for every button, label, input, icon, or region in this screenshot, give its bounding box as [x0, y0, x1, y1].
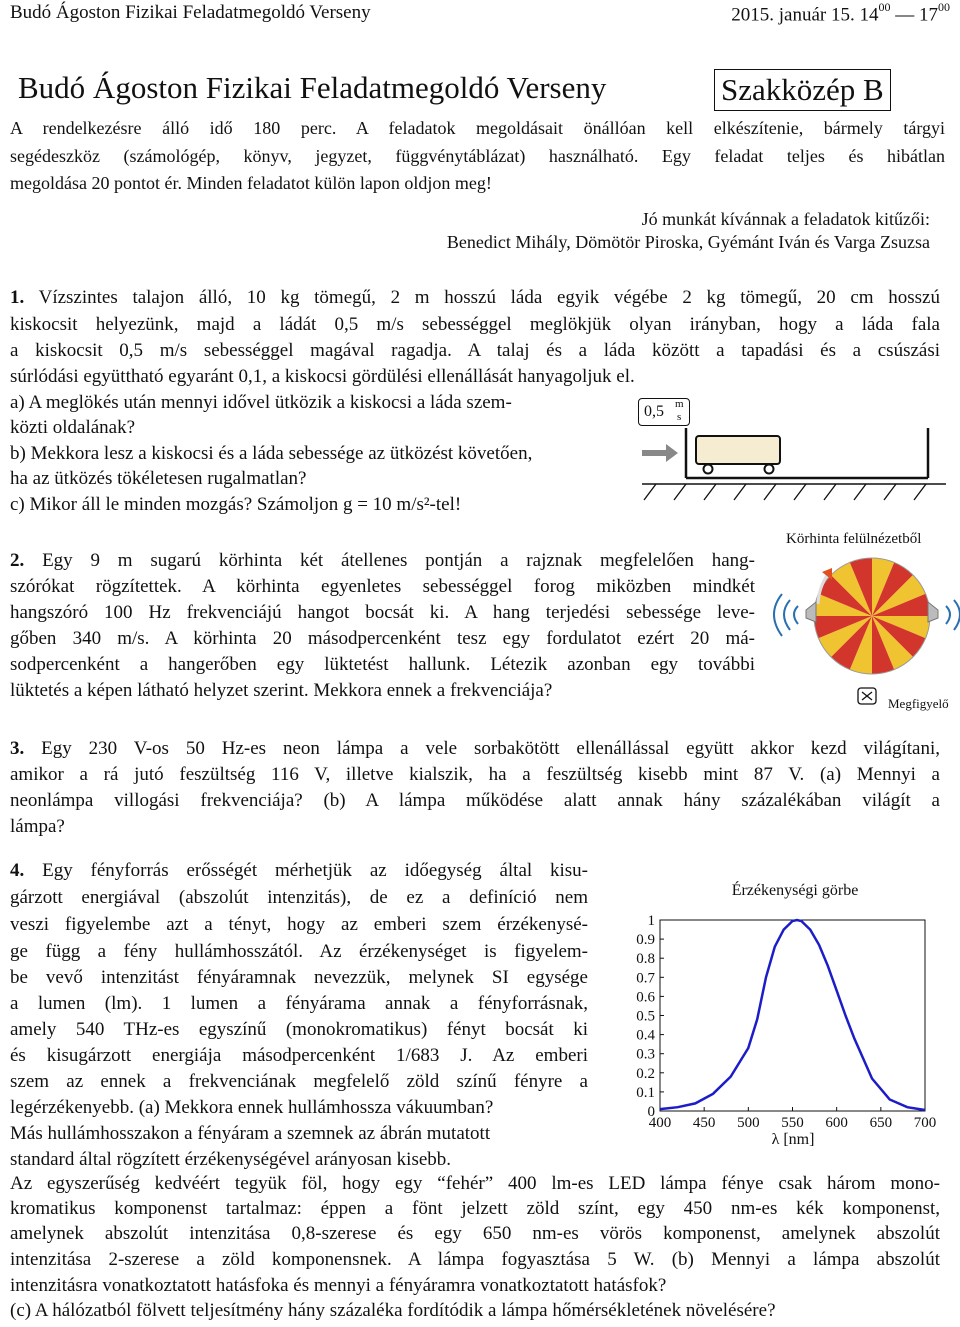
- header-date: 2015. január 15.: [731, 4, 855, 26]
- cart-wheel: [765, 465, 774, 474]
- problem1-line: súrlódási együttható egyaránt 0,1, a kiskocsi gördülési ellenállását hanyagoljuk el.: [10, 366, 635, 387]
- authors-line1: Jó munkát kívánnak a feladatok kitűzői:: [641, 209, 930, 229]
- problem4-number: 4.: [10, 860, 25, 881]
- problem1-line: a kiskocsit 0,5 m/s sebességgel magával ragadja. A talaj és a láda között a tapadási és a csúszási: [10, 340, 940, 361]
- problem2-line: szórókat rögzítettek. A körhinta egyenletes sebességgel forog miközben mindkét: [10, 576, 755, 597]
- speed-unit-numerator: m: [675, 398, 684, 410]
- problem3-line: neonlámpa villogási frekvenciája? (b) A lámpa működése alatt annak hány százalékában világít a: [10, 790, 940, 811]
- x-tick-label: 400: [648, 1115, 672, 1131]
- header-time-start-hour: 14: [859, 4, 879, 26]
- problem4-text: Egy fényforrás erősségét mérhetjük az időegység által kisu-: [42, 860, 588, 881]
- crate-figure: [630, 398, 950, 508]
- cart-body: [696, 436, 780, 464]
- problem4-line: amelynek abszolút intenzitása 0,8-szerese és egy 650 nm-es vörös komponenst, amelynek abszolút: [10, 1223, 940, 1244]
- problem1-text: Vízszintes talajon álló, 10 kg tömegű, 2 m hosszú láda egyik végébe 2 kg tömegű, 20 cm hosszú: [38, 287, 940, 308]
- y-tick-label: 0.3: [636, 1046, 655, 1063]
- y-tick-label: 1: [647, 913, 655, 929]
- y-tick-label: 0: [647, 1104, 655, 1120]
- problem4-line: szem az ennek a frekvenciának megfelelő zöld színű fényre a: [10, 1071, 588, 1092]
- push-arrow-icon: [642, 444, 678, 462]
- problem3-line: lámpa?: [10, 816, 65, 837]
- y-tick-label: 0.9: [636, 932, 655, 949]
- x-tick-label: 600: [825, 1115, 848, 1131]
- y-tick-label: 0.1: [636, 1084, 655, 1101]
- header-time-dash: —: [895, 4, 915, 26]
- intro-line: A rendelkezésre álló idő 180 perc. A feladatok megoldásait önállóan kell elkészítenie, bármely tárgyi: [10, 118, 945, 138]
- x-tick-label: 500: [737, 1115, 760, 1131]
- problem1-question-c: c) Mikor áll le minden mozgás? Számoljon g = 10 m/s²-tel!: [10, 494, 462, 515]
- sensitivity-chart: [625, 875, 955, 1165]
- header-time-start-minute: 00: [878, 0, 891, 14]
- chart-xlabel: λ [nm]: [771, 1131, 815, 1148]
- sensitivity-curve: [660, 920, 925, 1110]
- header-date-time: [731, 2, 950, 26]
- observer-marker-icon: [858, 688, 876, 704]
- intro-line: segédeszköz (számológép, könyv, jegyzet, függvénytáblázat) használható. Egy feladat teljes és hibátlan: [10, 146, 945, 166]
- problem3-line: [10, 738, 940, 760]
- problem4-line: a lumen (lm). 1 lumen a fényárama annak a fényforrásnak,: [10, 993, 588, 1014]
- x-tick-label: 700: [913, 1115, 937, 1131]
- problem4-line: Más hullámhosszakon a fényáram a szemnek az ábrán mutatott: [10, 1123, 491, 1144]
- problem1-question-a: a) A meglökés után mennyi idővel ütközik a kiskocsi a láda szem-: [10, 392, 512, 413]
- running-header: [10, 2, 950, 28]
- speaker-right-icon: [928, 594, 960, 636]
- problem4-line: és kisugárzott energiája másodpercenként 1/683 J. Az emberi: [10, 1045, 588, 1066]
- x-tick-label: 550: [781, 1115, 804, 1131]
- problem2-number: 2.: [10, 550, 25, 571]
- problem4-line: intenzitásra vonatkoztatott hatásfoka és mennyi a fényáramra vonatkoztatott hatásfok?: [10, 1275, 667, 1296]
- category-box: [714, 69, 891, 111]
- problem4-line: amely 540 THz-es egyszínű (monokromatikus) fényt bocsát ki: [10, 1019, 588, 1040]
- problem2-line: hangszóró 100 Hz frekvenciájú hangot bocsát ki. A hang terjedési sebessége leve-: [10, 602, 755, 623]
- header-time-end-hour: 17: [919, 4, 938, 26]
- x-tick-label: 450: [692, 1115, 716, 1131]
- y-tick-label: 0.7: [636, 970, 655, 987]
- header-time-end-minute: 00: [938, 0, 950, 14]
- cart-wheel: [704, 465, 713, 474]
- problem4-line: be vevő intenzitást fényáramnak nevezzük, melynek SI egysége: [10, 967, 588, 988]
- chart-title: Érzékenységi görbe: [731, 882, 859, 899]
- problem3-line: amikor a rá jutó feszültség 116 V, illetve kialszik, ha a feszültség kisebb mint 87 V. (a) Mennyi a: [10, 764, 940, 785]
- problem4-line: Az egyszerűség kedvéért tegyük föl, hogy egy “fehér” 400 lm-es LED lámpa fénye csak három mono-: [10, 1173, 940, 1194]
- crate-drawing: [630, 398, 950, 508]
- header-competition-name: Budó Ágoston Fizikai Feladatmegoldó Verseny: [10, 2, 371, 23]
- y-tick-label: 0.8: [636, 951, 655, 968]
- problem4-line: veszi figyelembe azt a tényt, hogy az emberi szem érzékenysé-: [10, 914, 588, 935]
- problem4-line: ge függ a fény hullámhosszától. Az érzékenységet is figyelem-: [10, 941, 588, 962]
- problem1-line: [10, 287, 940, 309]
- speaker-left-icon: [774, 594, 816, 636]
- speed-value: 0,5: [644, 403, 664, 420]
- speed-unit-denominator: s: [677, 411, 682, 423]
- chart-plot-frame: [660, 920, 925, 1111]
- title-main: Budó Ágoston Fizikai Feladatmegoldó Verseny: [18, 70, 607, 105]
- problem3-number: 3.: [10, 738, 25, 759]
- page-title: [18, 70, 606, 106]
- problem3-text: Egy 230 V-os 50 Hz-es neon lámpa a vele sorbakötött ellenállással együtt akkor kezd világítani,: [41, 738, 940, 759]
- authors-line2: Benedict Mihály, Dömötör Piroska, Gyémánt Iván és Varga Zsuzsa: [446, 232, 930, 252]
- problem4-line: gárzott energiával (abszolút intenzitás), de ez a definíció nem: [10, 887, 588, 908]
- problem2-line: [10, 550, 755, 572]
- intro-line: megoldása 20 pontot ér. Minden feladatot külön lapon oldjon meg!: [10, 173, 492, 193]
- problem2-text: Egy 9 m sugarú körhinta két átellenes pontján a rajznak megfelelően hang-: [42, 550, 755, 571]
- problem4-line: [10, 860, 588, 882]
- problem2-line: gőben 340 m/s. A körhinta 20 másodpercenként tesz egy fordulatot ezért 20 má-: [10, 628, 755, 649]
- y-tick-label: 0.5: [636, 1008, 655, 1025]
- problem4-line: intenzitása 2-szerese a zöld komponensnek. A lámpa fogyasztása 5 W. (b) Mennyi a lámpa abszolút: [10, 1249, 940, 1270]
- problem1-number: 1.: [10, 287, 25, 308]
- problem2-line: lüktetés a képen látható helyzet szerint. Mekkora ennek a frekvenciája?: [10, 680, 553, 701]
- y-tick-label: 0.6: [636, 989, 655, 1006]
- observer-label: Megfigyelő: [888, 696, 949, 711]
- problem1-line: kiskocsit helyezünk, majd a ládát 0,5 m/s sebességgel meglökjük olyan irányban, hogy a láda fala: [10, 314, 940, 335]
- problem4-line: legérzékenyebb. (a) Mekkora ennek hullámhossza vákuumban?: [10, 1097, 494, 1118]
- y-tick-label: 0.4: [636, 1027, 655, 1044]
- x-tick-label: 650: [869, 1115, 893, 1131]
- category-label: Szakközép B: [721, 72, 884, 107]
- y-tick-label: 0.2: [636, 1065, 655, 1082]
- problem1-question-a-cont: közti oldalának?: [10, 417, 136, 438]
- problem1-question-b-cont: ha az ütközés tökéletesen rugalmatlan?: [10, 468, 307, 489]
- carousel-caption: Körhinta felülnézetből: [786, 531, 922, 547]
- ground-hatching: [644, 484, 926, 500]
- problem4-line: kromatikus komponenst tartalmaz: éppen a fönt jelzett zöld színt, egy 450 nm-es kék komponenst,: [10, 1198, 940, 1219]
- problem4-line: standard által rögzített érzékenységével arányosan kisebb.: [10, 1149, 452, 1170]
- carousel-figure: [770, 548, 960, 718]
- problem2-line: sodpercenként a hangerőben egy lüktetést hallunk. Létezik azonban egy további: [10, 654, 755, 675]
- problem1-question-b: b) Mekkora lesz a kiskocsi és a láda sebessége az ütközést követően,: [10, 443, 533, 464]
- problem4-line: (c) A hálózatból fölvett teljesítmény hány százaléka fordítódik a lámpa hőmérsékletének növelésére?: [10, 1300, 776, 1321]
